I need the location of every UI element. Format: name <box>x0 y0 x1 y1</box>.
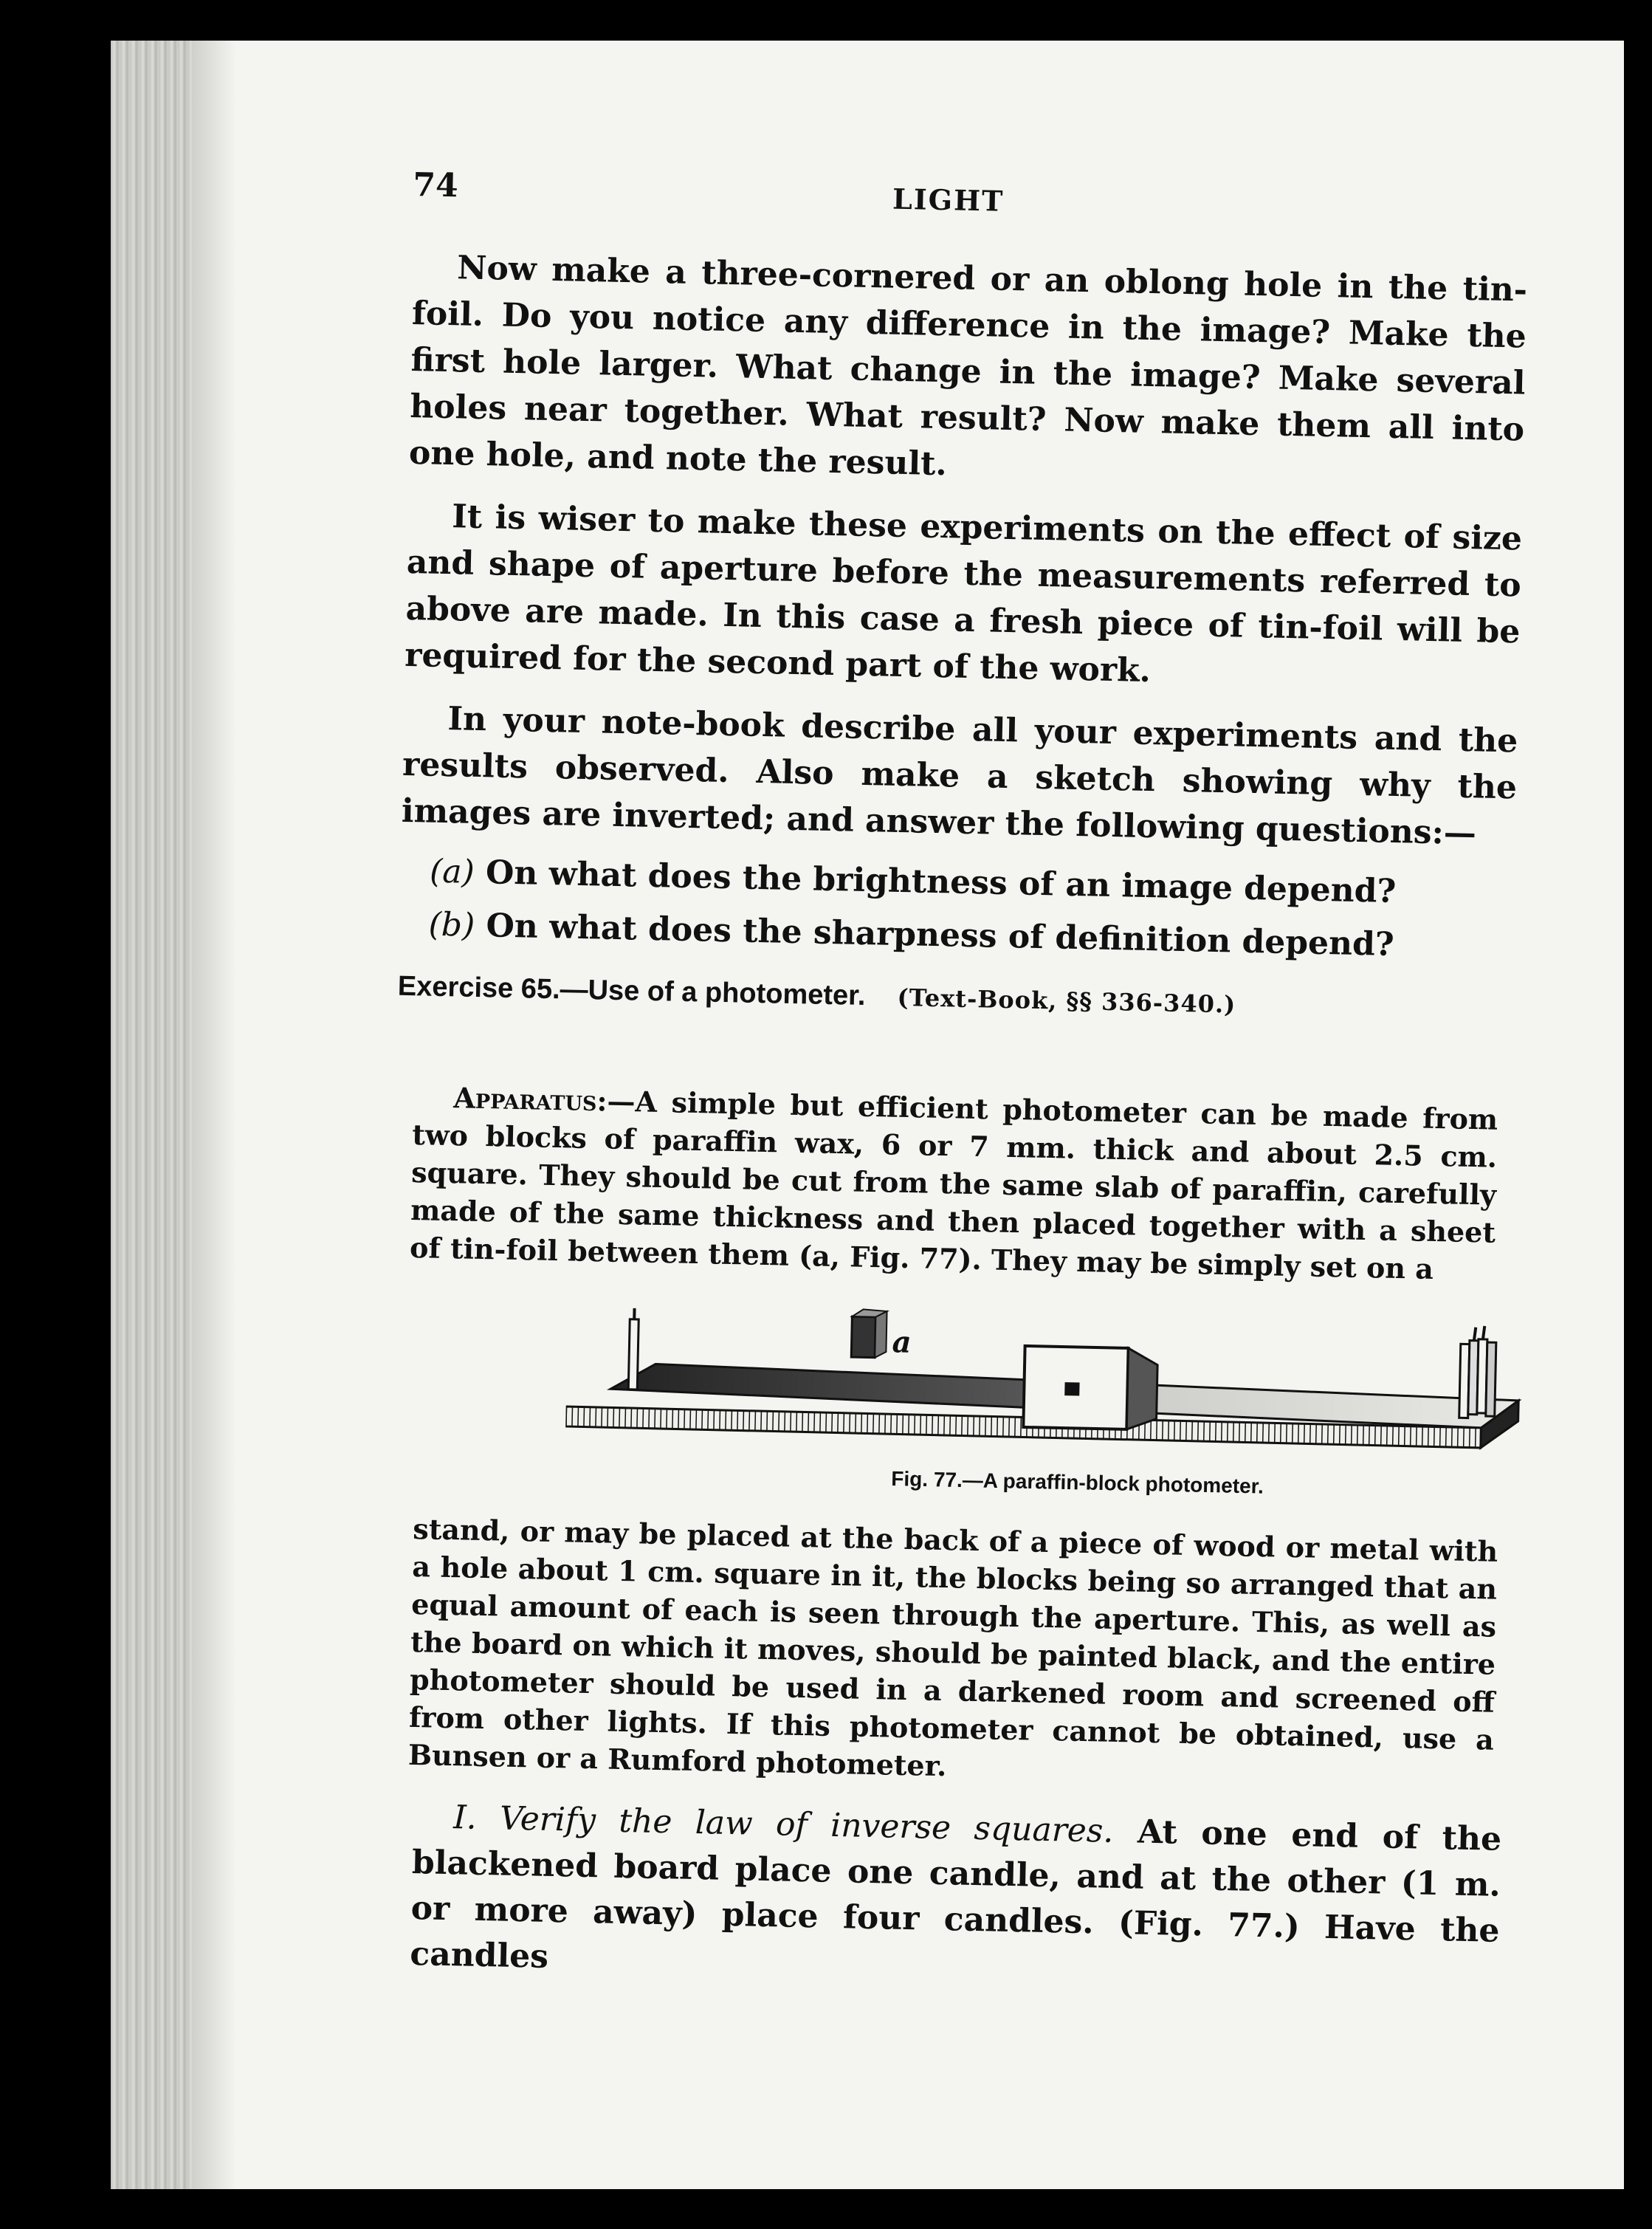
single-candle <box>628 1319 639 1390</box>
paragraph-2: It is wiser to make these experiments on the effect of size and shape of aperture before the measurements referred to above are made. In this case a fresh piece of tin-foil will be required for the second part of the work. <box>404 498 1523 690</box>
exercise-reference: (Text-Book, §§ 336-340.) <box>897 983 1236 1019</box>
final-text: At one end of the blackened board place one candle, and at the other (1 m. or more away) place four candles. (Fig. 77.) Have the candles <box>409 1812 1502 1976</box>
screen-side <box>1126 1348 1157 1430</box>
question-text: On what does the sharpness of definition depend? <box>485 907 1395 964</box>
photometer-figure <box>565 1292 1528 1497</box>
final-paragraph <box>410 1794 1502 2000</box>
apparatus-paragraph <box>410 1078 1498 1289</box>
four-candles-group <box>1459 1325 1497 1418</box>
law-heading: I. Verify the law of inverse squares. <box>452 1799 1114 1850</box>
apparatus-text: —A simple but efficient photometer can be made from two blocks of paraffin wax, 6 or 7 mm. thick and about 2.5 cm. square. They should be cut from the same slab of paraffin, carefully made of the same thickness and then placed together with a sheet of tin-foil between them (a, Fig. 77). They may be simply set on a <box>409 1084 1498 1285</box>
question-list <box>399 845 1515 975</box>
candle-wick <box>1474 1328 1476 1341</box>
photometer-illustration <box>565 1292 1528 1497</box>
body-text-top <box>397 244 1527 1028</box>
page-number: 74 <box>412 166 459 205</box>
running-title: LIGHT <box>892 182 1005 218</box>
screen-aperture <box>1064 1382 1079 1395</box>
candle-wick <box>1483 1326 1484 1339</box>
block-label: a <box>892 1325 912 1360</box>
paraffin-block-side <box>875 1311 887 1358</box>
question-letter: (b) <box>428 905 475 944</box>
paragraph-1: Now make a three-cornered or an oblong hole in the tin-foil. Do you notice any difference in the image? Make the first hole larger. What change in the image? Make several holes near together. What result? Now make them all into one hole, and note the result. <box>408 249 1528 484</box>
paragraph-3: In your note-book describe all your experiments and the results observed. Also make a sketch showing why the images are inverted; and answer the following questions:— <box>401 700 1518 853</box>
paraffin-block <box>851 1316 875 1358</box>
question-letter: (a) <box>429 852 475 891</box>
question-text: On what does the brightness of an image depend? <box>485 854 1397 911</box>
page-edges <box>111 41 192 2189</box>
gutter-shadow <box>192 41 236 2189</box>
figure-caption: Fig. 77.—A paraffin-block photometer. <box>891 1467 1264 1498</box>
continuation-paragraph: stand, or may be placed at the back of a piece of wood or metal with a hole about 1 cm. square in it, the blocks being so arranged that an equal amount of each is seen through the aperture. This, as well as the board on which it moves, should be painted black, and the entire photometer should be used in a darkened room and screened off from other lights. If this photometer cannot be obtained, use a Bunsen or a Rumford photometer. <box>407 1511 1498 1783</box>
exercise-title: Exercise 65.—Use of a photometer. <box>397 970 866 1012</box>
candle <box>1486 1342 1496 1416</box>
apparatus-label: Apparatus: <box>452 1081 608 1118</box>
